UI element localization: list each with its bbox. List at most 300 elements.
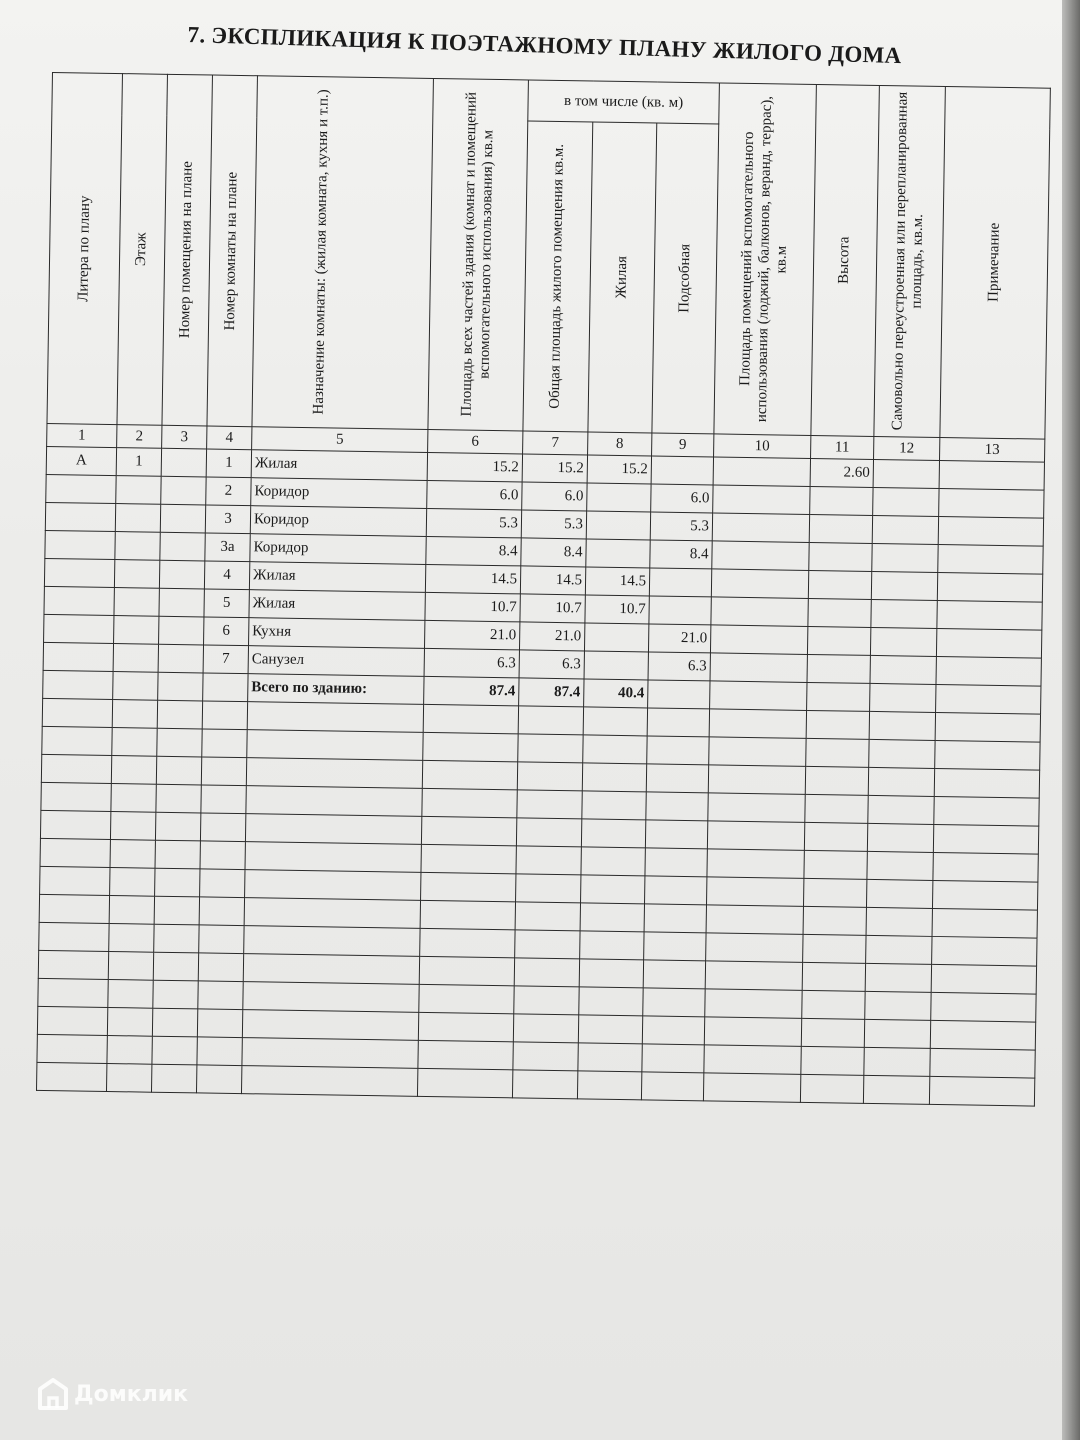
col-number: 10 — [714, 434, 811, 459]
empty-cell — [38, 978, 108, 1007]
empty-cell — [705, 961, 802, 991]
empty-cell — [512, 1070, 577, 1099]
empty-cell — [515, 902, 580, 931]
empty-cell — [863, 1075, 929, 1104]
header-auxiliary: Подсобная — [652, 123, 719, 434]
header-height: Высота — [811, 85, 880, 437]
cell-note — [936, 656, 1041, 686]
empty-cell — [801, 1018, 864, 1047]
col-number: 9 — [652, 433, 714, 457]
empty-cell — [933, 824, 1038, 854]
header-total-area: Площадь всех частей здания (комнат и помещений вспомогательного использования) кв.м — [428, 78, 529, 430]
empty-cell — [704, 1017, 801, 1047]
col-number: 8 — [588, 432, 652, 456]
explication-table — [36, 72, 1051, 1107]
empty-cell — [245, 870, 421, 901]
empty-cell — [39, 894, 109, 923]
cell-total: 6.0 — [427, 480, 522, 509]
empty-cell — [152, 1036, 197, 1065]
empty-cell — [583, 707, 647, 736]
cell-general: 15.2 — [522, 454, 587, 483]
col-number: 7 — [523, 431, 588, 455]
empty-cell — [710, 681, 807, 711]
empty-cell — [513, 1042, 578, 1071]
empty-cell — [867, 823, 933, 852]
empty-cell — [806, 710, 869, 739]
empty-cell — [867, 851, 933, 880]
empty-cell — [111, 784, 156, 813]
cell-general: 6.3 — [519, 650, 584, 679]
cell-note — [939, 488, 1044, 518]
header-general-area: Общая площадь жилого помещения кв.м. — [523, 121, 593, 432]
empty-cell — [646, 764, 708, 793]
col-number: 1 — [47, 423, 117, 447]
cell-aux_area — [710, 625, 807, 655]
empty-cell — [157, 728, 202, 757]
empty-cell — [582, 791, 646, 820]
cell-general: 10.7 — [520, 594, 585, 623]
cell-floor — [114, 616, 159, 645]
empty-cell — [709, 737, 806, 767]
empty-cell — [932, 880, 1037, 910]
empty-cell — [931, 992, 1036, 1022]
cell-pom — [159, 560, 204, 589]
empty-cell — [930, 1048, 1035, 1078]
empty-cell — [37, 1006, 107, 1035]
cell-note — [937, 600, 1042, 630]
empty-cell — [42, 726, 112, 755]
cell-aux — [649, 568, 711, 597]
empty-cell — [110, 868, 155, 897]
cell-purpose: Санузел — [248, 646, 424, 677]
cell-aux_area — [712, 541, 809, 571]
empty-cell — [197, 1009, 242, 1038]
cell-aux: 6.0 — [651, 484, 713, 513]
empty-cell — [932, 936, 1037, 966]
empty-cell — [200, 869, 245, 898]
cell-aux — [651, 456, 713, 485]
empty-cell — [645, 820, 707, 849]
empty-cell — [202, 701, 247, 730]
empty-cell — [202, 729, 247, 758]
empty-cell — [241, 1066, 417, 1097]
empty-cell — [43, 670, 113, 699]
empty-cell — [803, 934, 866, 963]
empty-cell — [155, 868, 200, 897]
cell-litera — [44, 586, 114, 615]
empty-cell — [152, 1008, 197, 1037]
cell-floor — [115, 532, 160, 561]
total-total: 87.4 — [424, 676, 519, 705]
empty-cell — [420, 900, 515, 929]
empty-cell — [646, 792, 708, 821]
empty-cell — [578, 1043, 642, 1072]
empty-cell — [37, 1062, 107, 1091]
cell-total: 8.4 — [426, 536, 521, 565]
empty-cell — [518, 734, 583, 763]
cell-height — [810, 486, 873, 515]
empty-cell — [245, 842, 421, 873]
watermark — [38, 1378, 188, 1410]
empty-cell — [421, 816, 516, 845]
cell-purpose: Кухня — [249, 618, 425, 649]
cell-aux_area — [713, 485, 810, 515]
cell-total: 5.3 — [426, 508, 521, 537]
empty-cell — [41, 754, 111, 783]
empty-cell — [199, 897, 244, 926]
empty-cell — [154, 924, 199, 953]
watermark-text: Домклик — [74, 1381, 189, 1407]
empty-cell — [870, 683, 936, 712]
empty-cell — [645, 876, 707, 905]
cell-room: 3а — [205, 533, 250, 562]
empty-cell — [647, 708, 709, 737]
cell-illegal — [870, 655, 936, 684]
cell-litera — [44, 614, 114, 643]
total-living: 40.4 — [584, 679, 648, 708]
empty-cell — [580, 931, 644, 960]
empty-cell — [40, 838, 110, 867]
cell-aux_area — [711, 569, 808, 599]
empty-cell — [421, 844, 516, 873]
empty-cell — [800, 1074, 863, 1103]
col-number: 6 — [428, 429, 523, 453]
cell-aux — [649, 596, 711, 625]
table-body — [37, 446, 1045, 1106]
empty-cell — [805, 794, 868, 823]
cell-floor — [116, 476, 161, 505]
empty-cell — [802, 962, 865, 991]
empty-cell — [417, 1068, 512, 1097]
cell-height — [808, 570, 871, 599]
cell-litera — [45, 530, 115, 559]
page-edge — [1062, 0, 1080, 1440]
empty-cell — [864, 1047, 930, 1076]
cell-pom — [159, 588, 204, 617]
empty-cell — [517, 790, 582, 819]
cell-general: 5.3 — [521, 510, 586, 539]
header-litera: Литера по плану — [47, 73, 123, 425]
total-general: 87.4 — [519, 678, 584, 707]
empty-cell — [247, 730, 423, 761]
empty-cell — [243, 982, 419, 1013]
empty-cell — [420, 928, 515, 957]
empty-cell — [42, 698, 112, 727]
cell-pom — [159, 616, 204, 645]
empty-cell — [514, 986, 579, 1015]
empty-cell — [197, 1037, 242, 1066]
col-number: 11 — [811, 435, 874, 459]
cell-living: 10.7 — [585, 595, 649, 624]
empty-cell — [516, 818, 581, 847]
cell-illegal — [872, 543, 938, 572]
empty-cell — [868, 767, 934, 796]
empty-cell — [154, 896, 199, 925]
empty-cell — [934, 768, 1039, 798]
cell-height — [809, 514, 872, 543]
cell-note — [936, 628, 1041, 658]
cell-floor — [114, 560, 159, 589]
empty-cell — [868, 795, 934, 824]
empty-cell — [866, 879, 932, 908]
header-living: Жилая — [588, 122, 657, 433]
empty-cell — [40, 810, 110, 839]
cell-litera: А — [46, 446, 116, 475]
empty-cell — [932, 908, 1037, 938]
empty-cell — [517, 762, 582, 791]
empty-cell — [869, 711, 935, 740]
empty-cell — [647, 736, 709, 765]
empty-cell — [196, 1065, 241, 1094]
empty-cell — [107, 1035, 152, 1064]
cell-aux_area — [710, 653, 807, 683]
empty-cell — [418, 1012, 513, 1041]
empty-cell — [581, 819, 645, 848]
cell-room: 3 — [205, 505, 250, 534]
empty-cell — [153, 952, 198, 981]
empty-cell — [199, 925, 244, 954]
empty-cell — [865, 991, 931, 1020]
empty-cell — [935, 712, 1040, 742]
empty-cell — [243, 954, 419, 985]
cell-litera — [44, 558, 114, 587]
cell-room: 7 — [203, 645, 248, 674]
cell-purpose: Жилая — [249, 562, 425, 593]
empty-cell — [933, 852, 1038, 882]
empty-cell — [421, 872, 516, 901]
empty-cell — [866, 935, 932, 964]
empty-cell — [805, 766, 868, 795]
empty-cell — [516, 846, 581, 875]
empty-cell — [419, 984, 514, 1013]
cell-room: 1 — [206, 449, 251, 478]
cell-aux_area — [712, 513, 809, 543]
empty-cell — [418, 1040, 513, 1069]
header-room-purpose: Назначение комнаты: (жилая комната, кухня и т.п.) — [252, 76, 433, 430]
cell-aux: 21.0 — [648, 624, 710, 653]
cell-floor: 1 — [116, 448, 161, 477]
empty-cell — [242, 1038, 418, 1069]
empty-cell — [582, 763, 646, 792]
empty-cell — [706, 905, 803, 935]
cell-litera — [45, 502, 115, 531]
empty-cell — [648, 680, 710, 709]
empty-cell — [642, 1044, 704, 1073]
empty-cell — [707, 821, 804, 851]
cell-illegal — [872, 515, 938, 544]
empty-cell — [516, 874, 581, 903]
empty-cell — [244, 926, 420, 957]
empty-cell — [644, 904, 706, 933]
cell-living — [587, 483, 651, 512]
cell-total: 15.2 — [427, 452, 522, 481]
cell-note — [938, 544, 1043, 574]
empty-cell — [929, 1076, 1034, 1106]
cell-general: 8.4 — [521, 538, 586, 567]
empty-cell — [247, 702, 423, 733]
empty-cell — [864, 1019, 930, 1048]
empty-cell — [203, 673, 248, 702]
empty-cell — [708, 793, 805, 823]
empty-cell — [580, 903, 644, 932]
empty-cell — [518, 706, 583, 735]
empty-cell — [106, 1063, 151, 1092]
cell-aux_area — [713, 457, 810, 487]
cell-litera — [46, 474, 116, 503]
empty-cell — [706, 933, 803, 963]
empty-cell — [37, 1034, 107, 1063]
empty-cell — [419, 956, 514, 985]
empty-cell — [157, 700, 202, 729]
cell-general: 6.0 — [522, 482, 587, 511]
empty-cell — [514, 958, 579, 987]
empty-cell — [807, 682, 870, 711]
cell-illegal — [873, 487, 939, 516]
empty-cell — [935, 740, 1040, 770]
empty-cell — [246, 758, 422, 789]
empty-cell — [423, 704, 518, 733]
empty-cell — [244, 898, 420, 929]
empty-cell — [242, 1010, 418, 1041]
empty-cell — [641, 1072, 703, 1101]
empty-cell — [109, 924, 154, 953]
cell-living — [586, 539, 650, 568]
col-number: 4 — [207, 426, 252, 450]
cell-aux: 6.3 — [648, 652, 710, 681]
empty-cell — [38, 950, 108, 979]
empty-cell — [645, 848, 707, 877]
empty-cell — [644, 932, 706, 961]
empty-cell — [198, 981, 243, 1010]
empty-cell — [112, 700, 157, 729]
cell-total: 21.0 — [424, 620, 519, 649]
col-number: 2 — [117, 425, 162, 449]
cell-aux_area — [711, 597, 808, 627]
cell-general: 21.0 — [519, 622, 584, 651]
cell-note — [937, 572, 1042, 602]
empty-cell — [934, 796, 1039, 826]
empty-cell — [708, 765, 805, 795]
cell-room: 5 — [204, 589, 249, 618]
cell-room: 2 — [206, 477, 251, 506]
empty-cell — [581, 847, 645, 876]
empty-cell — [709, 709, 806, 739]
header-note: Примечание — [940, 87, 1051, 440]
empty-cell — [803, 878, 866, 907]
empty-cell — [642, 1016, 704, 1045]
empty-cell — [704, 1045, 801, 1075]
document-title: 7. ЭКСПЛИКАЦИЯ К ПОЭТАЖНОМУ ПЛАНУ ЖИЛОГО ДОМА — [187, 22, 902, 69]
empty-cell — [804, 822, 867, 851]
empty-cell — [579, 987, 643, 1016]
empty-cell — [113, 672, 158, 701]
empty-cell — [111, 756, 156, 785]
empty-cell — [423, 732, 518, 761]
empty-cell — [578, 1015, 642, 1044]
empty-cell — [108, 951, 153, 980]
cell-floor — [115, 504, 160, 533]
empty-cell — [155, 812, 200, 841]
cell-general: 14.5 — [520, 566, 585, 595]
cell-illegal — [873, 459, 939, 488]
empty-cell — [515, 930, 580, 959]
cell-purpose: Коридор — [250, 506, 426, 537]
cell-living: 15.2 — [587, 455, 651, 484]
empty-cell — [579, 959, 643, 988]
cell-pom — [161, 476, 206, 505]
empty-cell — [110, 812, 155, 841]
cell-living — [584, 651, 648, 680]
col-number: 13 — [940, 437, 1045, 462]
empty-cell — [156, 756, 201, 785]
cell-note — [939, 460, 1044, 490]
cell-floor — [114, 588, 159, 617]
empty-cell — [422, 788, 517, 817]
empty-cell — [40, 866, 110, 895]
empty-cell — [643, 988, 705, 1017]
cell-purpose: Жилая — [251, 450, 427, 481]
cell-aux: 8.4 — [650, 540, 712, 569]
empty-cell — [581, 875, 645, 904]
empty-cell — [198, 953, 243, 982]
empty-cell — [936, 684, 1041, 714]
cell-litera — [43, 642, 113, 671]
empty-cell — [201, 757, 246, 786]
cell-pom — [160, 532, 205, 561]
empty-cell — [706, 877, 803, 907]
empty-cell — [112, 728, 157, 757]
empty-cell — [577, 1071, 641, 1100]
empty-cell — [865, 963, 931, 992]
empty-cell — [804, 850, 867, 879]
empty-cell — [200, 841, 245, 870]
empty-cell — [200, 813, 245, 842]
cell-height — [809, 542, 872, 571]
empty-cell — [39, 922, 109, 951]
cell-purpose: Коридор — [250, 534, 426, 565]
cell-note — [938, 516, 1043, 546]
col-number: 12 — [874, 436, 940, 460]
empty-cell — [801, 1046, 864, 1075]
empty-cell — [151, 1064, 196, 1093]
col-number: 3 — [162, 425, 207, 449]
home-logo-icon — [38, 1378, 68, 1410]
header-aux-use-area: Площадь помещений вспомогательного использования (лоджий, балконов, веранд, террас), кв.м — [714, 83, 817, 435]
total-label: Всего по зданию: — [248, 674, 424, 705]
empty-cell — [931, 964, 1036, 994]
empty-cell — [201, 785, 246, 814]
cell-living — [586, 511, 650, 540]
empty-cell — [108, 979, 153, 1008]
cell-total: 10.7 — [425, 592, 520, 621]
cell-room: 4 — [204, 561, 249, 590]
empty-cell — [707, 849, 804, 879]
cell-living: 14.5 — [585, 567, 649, 596]
empty-cell — [245, 814, 421, 845]
empty-cell — [110, 840, 155, 869]
empty-cell — [806, 738, 869, 767]
cell-pom — [161, 448, 206, 477]
cell-height: 2.60 — [810, 458, 873, 487]
cell-room: 6 — [204, 617, 249, 646]
empty-cell — [803, 906, 866, 935]
header-room-number: Номер комнаты на плане — [207, 75, 258, 427]
cell-illegal — [871, 599, 937, 628]
cell-pom — [160, 504, 205, 533]
col-number: 5 — [252, 427, 428, 453]
empty-cell — [866, 907, 932, 936]
cell-pom — [158, 644, 203, 673]
